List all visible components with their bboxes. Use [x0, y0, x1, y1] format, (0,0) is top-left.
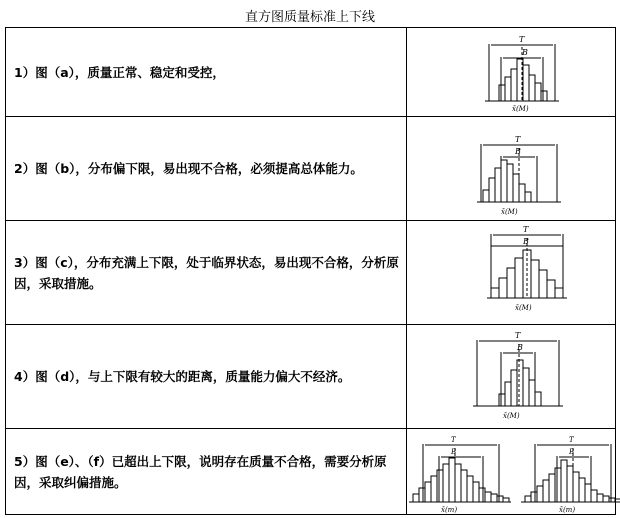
figure-d-cell: [407, 325, 616, 429]
range-label-b: B: [523, 236, 529, 246]
table-row: [6, 221, 616, 325]
row-text: 2）图（b），分布偏下限，易出现不合格，必须提高总体能力。: [6, 117, 407, 221]
axis-label: x̄(M): [503, 411, 520, 420]
histogram-figures-e-f: [407, 430, 620, 514]
range-label-b: B: [515, 146, 521, 156]
figure-c-cell: [407, 221, 616, 325]
histogram-standards-table: [5, 27, 616, 515]
row-text: 5）图（e）、（f）已超出上下限，说明存在质量不合格，需要分析原因，采取纠偏措施。: [6, 429, 407, 515]
row-text: 4）图（d），与上下限有较大的距离，质量能力偏大不经济。: [6, 325, 407, 429]
tolerance-label-t: T: [515, 134, 521, 144]
tolerance-label-t: T: [519, 34, 525, 44]
tolerance-label-t: T: [515, 330, 521, 340]
table-row: [6, 28, 616, 117]
histogram-figure-b: [407, 118, 620, 220]
table-row: [6, 429, 616, 515]
range-label-b: B: [517, 342, 523, 352]
tolerance-label-t: T: [523, 224, 529, 234]
table-row: [6, 117, 616, 221]
axis-label: x̄(M): [512, 104, 529, 113]
axis-label: x̄(M): [501, 207, 518, 216]
figure-a-cell: [407, 28, 616, 117]
histogram-figure-c: [407, 222, 620, 324]
range-label-b: B: [569, 447, 575, 456]
range-label-b: B: [522, 47, 528, 57]
figure-b-cell: [407, 117, 616, 221]
tolerance-label-t: T: [569, 435, 574, 444]
row-text: 1）图（a），质量正常、稳定和受控，: [6, 28, 407, 117]
range-label-b: B: [451, 447, 457, 456]
axis-label: x̄(M): [515, 303, 532, 312]
axis-label: x̄(m): [559, 505, 576, 514]
page-title: 直方图质量标准上下线: [244, 10, 375, 25]
histogram-figure-d: [407, 326, 620, 428]
tolerance-label-t: T: [451, 435, 456, 444]
table-row: [6, 325, 616, 429]
figure-ef-cell: [407, 429, 616, 515]
row-text: 3）图（c），分布充满上下限，处于临界状态，易出现不合格，分析原因，采取措施。: [6, 221, 407, 325]
histogram-figure-a: [407, 29, 620, 116]
axis-label: x̄(m): [441, 505, 458, 514]
